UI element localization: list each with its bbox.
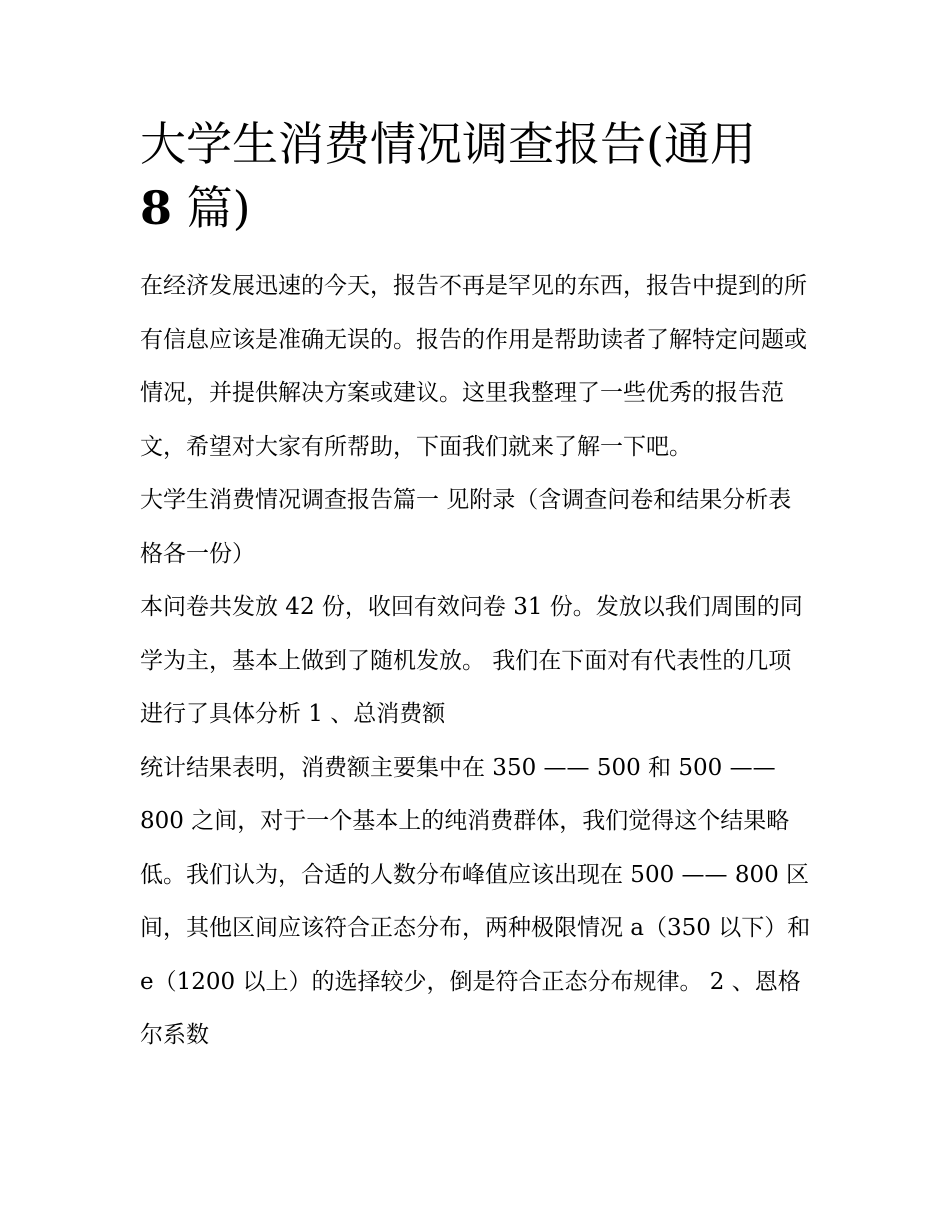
title-suffix: 篇): [172, 181, 251, 235]
intro-paragraph: 在经济发展迅速的今天，报告不再是罕见的东西，报告中提到的所有信息应该是准确无误的。报告的作用是帮助读者了解特定问题或情况，并提供解决方案或建议。这里我整理了一些优秀的报告范文，希望对大家有所帮助，下面我们就来了解一下吧。: [140, 273, 807, 460]
survey-paragraph: 本问卷共发放 42 份，收回有效问卷 31 份。发放以我们周围的同学为主，基本上做到了随机发放。 我们在下面对有代表性的几项进行了具体分析 1 、总消费额: [140, 594, 803, 727]
title-text: 大学生消费情况调查报告(通用: [140, 117, 756, 171]
title-number: 8: [140, 181, 173, 235]
analysis-paragraph: 统计结果表明，消费额主要集中在 350 —— 500 和 500 —— 800 之间，对于一个基本上的纯消费群体，我们觉得这个结果略低。我们认为，合适的人数分布峰值应该出现在 500 —— 800 区间，其他区间应该符合正态分布，两种极限情况 a（350 以下）和 e（1200 以上）的选择较少，倒是符合正态分布规律。 2 、恩格尔系数: [140, 754, 811, 1048]
document-page: [140, 112, 812, 1063]
section-heading-paragraph: 大学生消费情况调查报告篇一 见附录（含调查问卷和结果分析表格各一份）: [140, 487, 792, 567]
document-title: [140, 112, 812, 240]
